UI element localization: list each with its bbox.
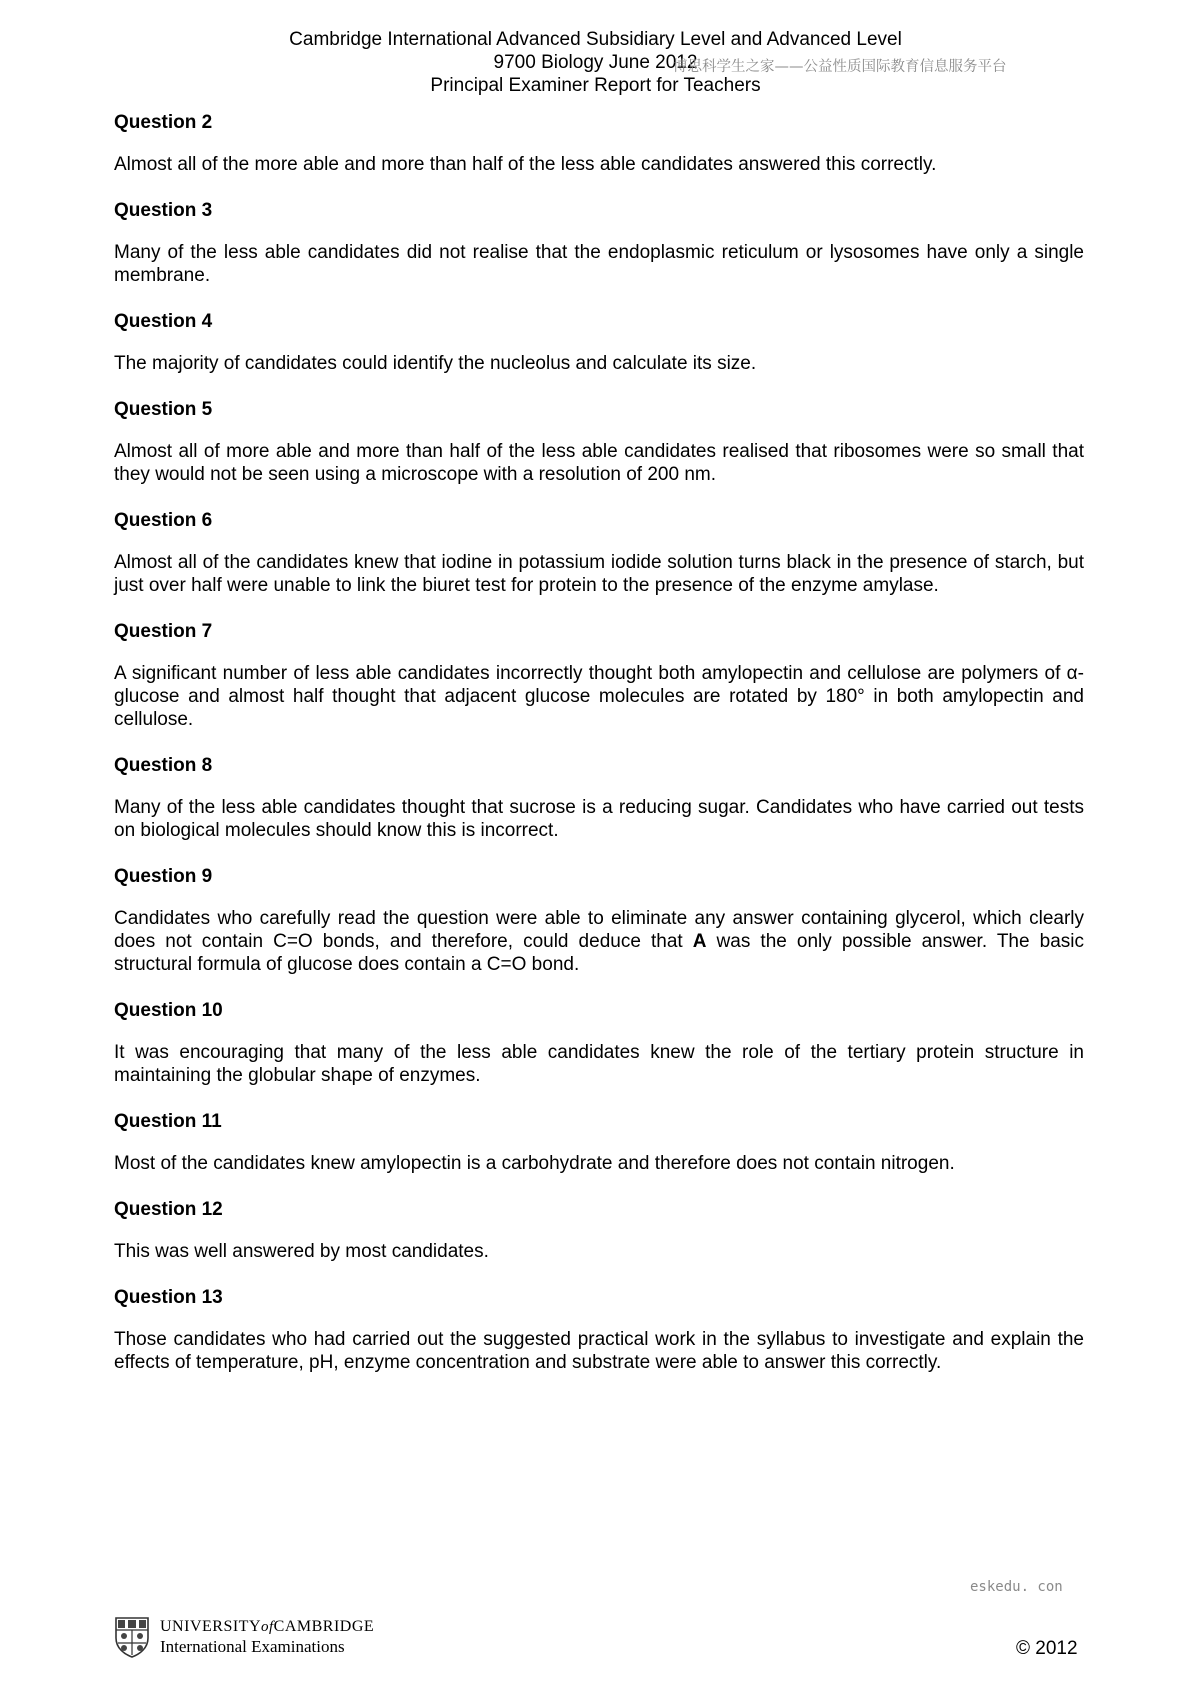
question-9 bbox=[114, 865, 1084, 976]
question-heading: Question 12 bbox=[114, 1199, 223, 1220]
question-heading: Question 3 bbox=[114, 200, 213, 221]
question-body: Almost all of the candidates knew that iodine in potassium iodide solution turns black in the presence of starch, but just over half were unable to link the biuret test for protein to the presence of the enzyme amylase. bbox=[114, 552, 1084, 596]
logo-word-cambridge: CAMBRIDGE bbox=[273, 1618, 375, 1635]
page-header bbox=[0, 28, 1191, 97]
question-body bbox=[114, 907, 1084, 976]
question-heading: Question 6 bbox=[114, 510, 213, 531]
question-body: Most of the candidates knew amylopectin is a carbohydrate and therefore does not contain nitrogen. bbox=[114, 1153, 955, 1174]
question-body: Many of the less able candidates did not realise that the endoplasmic reticulum or lysosomes have only a single membrane. bbox=[114, 242, 1084, 286]
question-body: Almost all of the more able and more than half of the less able candidates answered this correctly. bbox=[114, 154, 937, 175]
watermark-top: 博思科学生之家——公益性质国际教育信息服务平台 bbox=[673, 59, 1007, 75]
question-body-text: Candidates who carefully read the question were able to eliminate any answer containing glycerol, which clearly does not contain C=O bonds, and therefore, could deduce that bbox=[114, 908, 1084, 952]
report-content bbox=[114, 111, 1084, 1397]
watermark-bottom: eskedu. con bbox=[970, 1579, 1063, 1595]
logo-university-name bbox=[160, 1617, 374, 1637]
header-exam-title: Cambridge International Advanced Subsidiary Level and Advanced Level bbox=[289, 29, 902, 50]
header-report-type: Principal Examiner Report for Teachers bbox=[430, 75, 761, 96]
question-body: The majority of candidates could identify the nucleolus and calculate its size. bbox=[114, 353, 757, 374]
question-heading: Question 8 bbox=[114, 755, 213, 776]
question-heading: Question 9 bbox=[114, 866, 213, 887]
header-subject: 9700 Biology June 2012 bbox=[493, 52, 698, 73]
question-heading: Question 4 bbox=[114, 311, 213, 332]
question-10 bbox=[114, 999, 1084, 1087]
question-3 bbox=[114, 199, 1084, 287]
question-body: Those candidates who had carried out the suggested practical work in the syllabus to investigate and explain the effects of temperature, pH, enzyme concentration and substrate were able to answer this correctly. bbox=[114, 1329, 1084, 1373]
question-heading: Question 13 bbox=[114, 1287, 223, 1308]
question-body: Almost all of more able and more than half of the less able candidates realised that ribosomes were so small that they would not be seen using a microscope with a resolution of 200 nm. bbox=[114, 441, 1084, 485]
question-body: Many of the less able candidates thought that sucrose is a reducing sugar. Candidates who have carried out tests on biological molecules should know this is incorrect. bbox=[114, 797, 1084, 841]
question-body: It was encouraging that many of the less able candidates knew the role of the tertiary protein structure in maintaining the globular shape of enzymes. bbox=[114, 1042, 1084, 1086]
question-7 bbox=[114, 620, 1084, 731]
question-body: This was well answered by most candidates. bbox=[114, 1241, 489, 1262]
question-8 bbox=[114, 754, 1084, 842]
question-heading: Question 10 bbox=[114, 1000, 223, 1021]
question-heading: Question 2 bbox=[114, 112, 213, 133]
logo-word-of: of bbox=[261, 1619, 274, 1635]
logo-wordmark bbox=[160, 1617, 374, 1657]
question-body-text: was the only possible answer. The basic structural formula of glucose does contain a C=O bond. bbox=[114, 931, 1084, 975]
logo-word-university: UNIVERSITY bbox=[160, 1618, 261, 1635]
question-4 bbox=[114, 310, 1084, 375]
university-logo bbox=[114, 1616, 374, 1658]
question-5 bbox=[114, 398, 1084, 486]
question-heading: Question 7 bbox=[114, 621, 213, 642]
question-12 bbox=[114, 1198, 1084, 1263]
question-13 bbox=[114, 1286, 1084, 1374]
question-heading: Question 5 bbox=[114, 399, 213, 420]
cambridge-crest-icon bbox=[114, 1616, 150, 1658]
answer-letter: A bbox=[692, 931, 707, 952]
question-body: A significant number of less able candidates incorrectly thought both amylopectin and cellulose are polymers of α-glucose and almost half thought that adjacent glucose molecules are rotated by 180° in both amylopectin and cellulose. bbox=[114, 663, 1084, 730]
question-11 bbox=[114, 1110, 1084, 1175]
copyright-notice: © 2012 bbox=[1016, 1638, 1078, 1659]
question-6 bbox=[114, 509, 1084, 597]
question-2 bbox=[114, 111, 1084, 176]
question-heading: Question 11 bbox=[114, 1111, 222, 1132]
logo-org-name: International Examinations bbox=[160, 1637, 345, 1656]
